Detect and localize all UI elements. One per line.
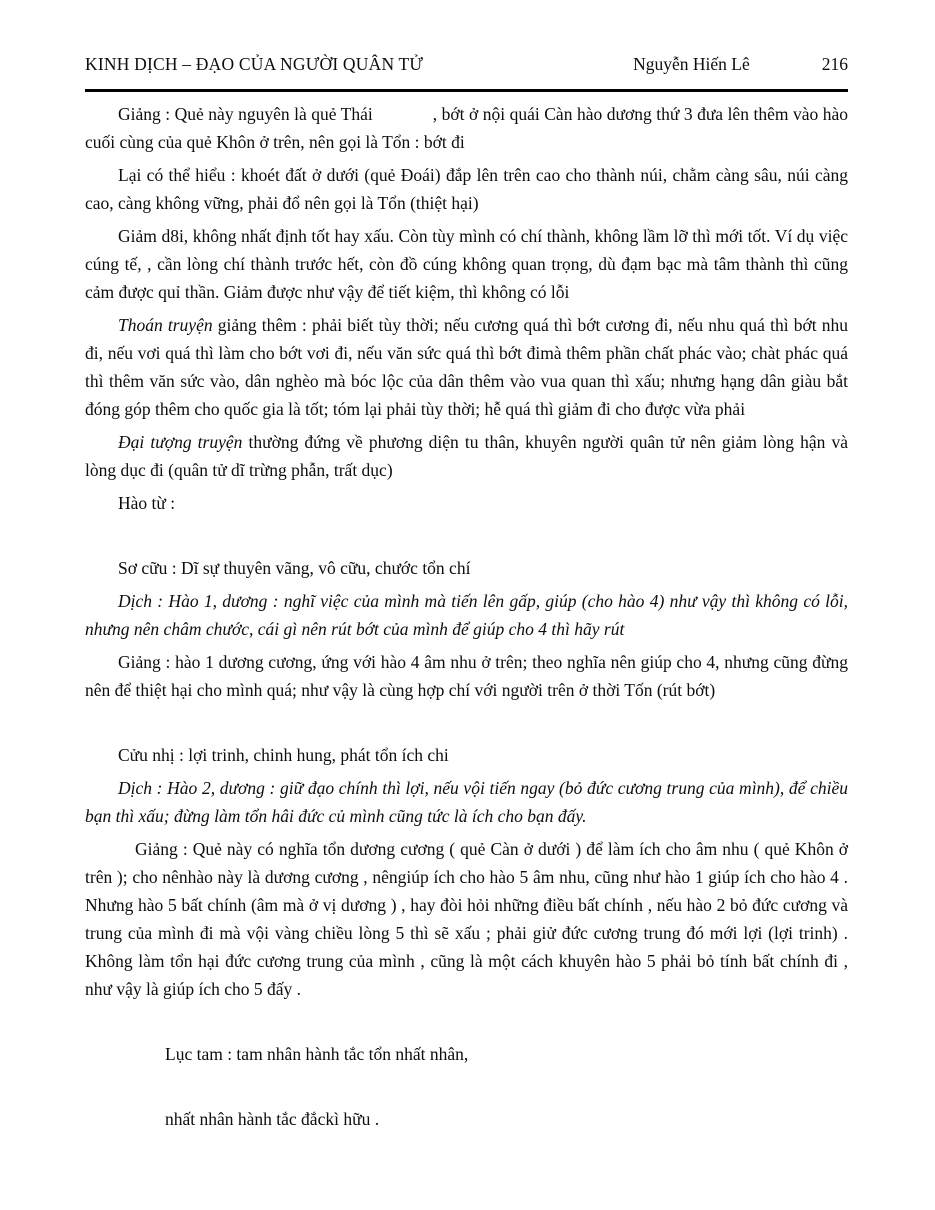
header-right-group xyxy=(633,54,848,75)
paragraph-text: Giảng : Quẻ này nguyên là quẻ Thái xyxy=(118,104,373,124)
paragraph xyxy=(85,1105,848,1133)
page-number: 216 xyxy=(821,54,848,74)
paragraph-text: Hào từ : xyxy=(118,493,176,513)
paragraph xyxy=(85,161,848,217)
paragraph-text: Giảng : Quẻ này có nghĩa tổn dương cương ( quẻ Càn ở dưới ) để làm ích cho âm nhu ( quẻ Khôn ở trên ); cho nênhào này là dương cương , nêngiúp ích cho hào 5 âm nhu, cũng như hào 1 giúp ích cho hào 4 . Nhưng hào 5 bất chính (âm mà ở vị dương ) , hay đòi hỏi những điều bất chính , nếu hào 2 bỏ đức cương và trung của mình đi mà vội vàng chiều lòng 5 thì sẽ xấu ; phải giử đức cương trung đó mới lợi (lợi trinh) . Không làm tổn hại đức cương trung của mình , cũng là một cách khuyên hào 5 phải bỏ tính bất chính đi , như vậy là giúp ích cho 5 đấy . xyxy=(85,839,848,999)
header-rule xyxy=(85,89,848,92)
paragraph-text: giảng thêm : phải biết tùy thời; nếu cương quá thì bớt cương đi, nếu nhu quá thì bớt nhu đi, nếu vơi quá thì làm cho bớt vơi đi, nếu văn sức quá thì bớt đimà thêm phần chất phác vào; chàt phác quá thì thêm văn sức vào, dân nghèo mà bóc lộc của dân thêm vào vua quan thì xấu; nhưng hạng dân giàu bắt đóng góp thêm cho quốc gia là tốt; tóm lại phải tùy thời; hễ quá thì giảm đi cho được vừa phải xyxy=(85,315,848,419)
paragraph xyxy=(85,489,848,517)
paragraph-text-italic: Dịch : Hào 1, dương : nghĩ việc của mình mà tiến lên gấp, giúp (cho hào 4) như vậy thì không có lỗi, nhưng nên châm chước, cái gì nên rút bớt của mình để giúp cho 4 thì hãy rút xyxy=(85,591,848,639)
paragraph xyxy=(85,554,848,582)
paragraph-text-italic: Thoán truyện xyxy=(118,315,213,335)
paragraph-text: Sơ cữu : Dĩ sự thuyên vãng, vô cữu, chước tổn chí xyxy=(118,558,471,578)
paragraph xyxy=(85,741,848,769)
paragraph xyxy=(85,1040,848,1068)
paragraph-text: thường đứng về phương diện tu thân, khuyên người quân tử nên giảm lòng hận và lòng dục đi (quân tử dĩ trừng phẫn, trất dục) xyxy=(85,432,848,480)
author-name: Nguyễn Hiến Lê xyxy=(633,54,750,74)
paragraph xyxy=(85,100,848,156)
book-title: KINH DỊCH – ĐẠO CỦA NGƯỜI QUÂN TỬ xyxy=(85,54,424,74)
paragraph xyxy=(85,774,848,830)
paragraph xyxy=(85,311,848,423)
paragraph-text: Giảm d8i, không nhất định tốt hay xấu. Còn tùy mình có chí thành, không lầm lỡ thì mới tốt. Ví dụ việc cúng tế, , cần lòng chí thành trước hết, còn đồ cúng không quan trọng, dù đạm bạc mà tâm thành thì cũng cảm được quỉ thần. Giảm được như vậy để tiết kiệm, thì không có lỗi xyxy=(85,226,848,302)
paragraph-text-italic: Dịch : Hào 2, dương : giữ đạo chính thì lợi, nếu vội tiến ngay (bỏ đức cương trung của mình), để chiều bạn thì xấu; đừng làm tổn hâi đức củ mình cũng tức là ích cho bạn đấy. xyxy=(85,778,848,826)
paragraph xyxy=(85,587,848,643)
paragraph xyxy=(85,428,848,484)
page-content xyxy=(85,100,848,1133)
paragraph xyxy=(85,222,848,306)
paragraph-text: Cửu nhị : lợi trinh, chinh hung, phát tổn ích chi xyxy=(118,745,449,765)
paragraph-text: Lục tam : tam nhân hành tắc tổn nhất nhân, xyxy=(165,1044,469,1064)
page-header xyxy=(85,54,848,75)
paragraph-text: Giảng : hào 1 dương cương, ứng với hào 4 âm nhu ở trên; theo nghĩa nên giúp cho 4, nhưng cũng đừng nên để thiệt hại cho mình quá; như vậy là cùng hợp chí với người trên ở thời Tốn (rút bớt) xyxy=(85,652,848,700)
paragraph xyxy=(85,835,848,1003)
paragraph-text: Lại có thể hiểu : khoét đất ở dưới (quẻ Đoái) đắp lên trên cao cho thành núi, chằm càng sâu, núi càng cao, càng không vững, phải đổ nên gọi là Tổn (thiệt hại) xyxy=(85,165,848,213)
paragraph-text: nhất nhân hành tắc đắckì hữu . xyxy=(165,1109,380,1129)
paragraph-text-italic: Đại tượng truyện xyxy=(118,432,243,452)
paragraph-text: , bớt ở nội quái Càn hào dương thứ 3 đưa lên thêm vào hào cuối cùng của quẻ Khôn ở trên, nên gọi là Tổn : bớt đi xyxy=(85,104,848,152)
paragraph xyxy=(85,648,848,704)
